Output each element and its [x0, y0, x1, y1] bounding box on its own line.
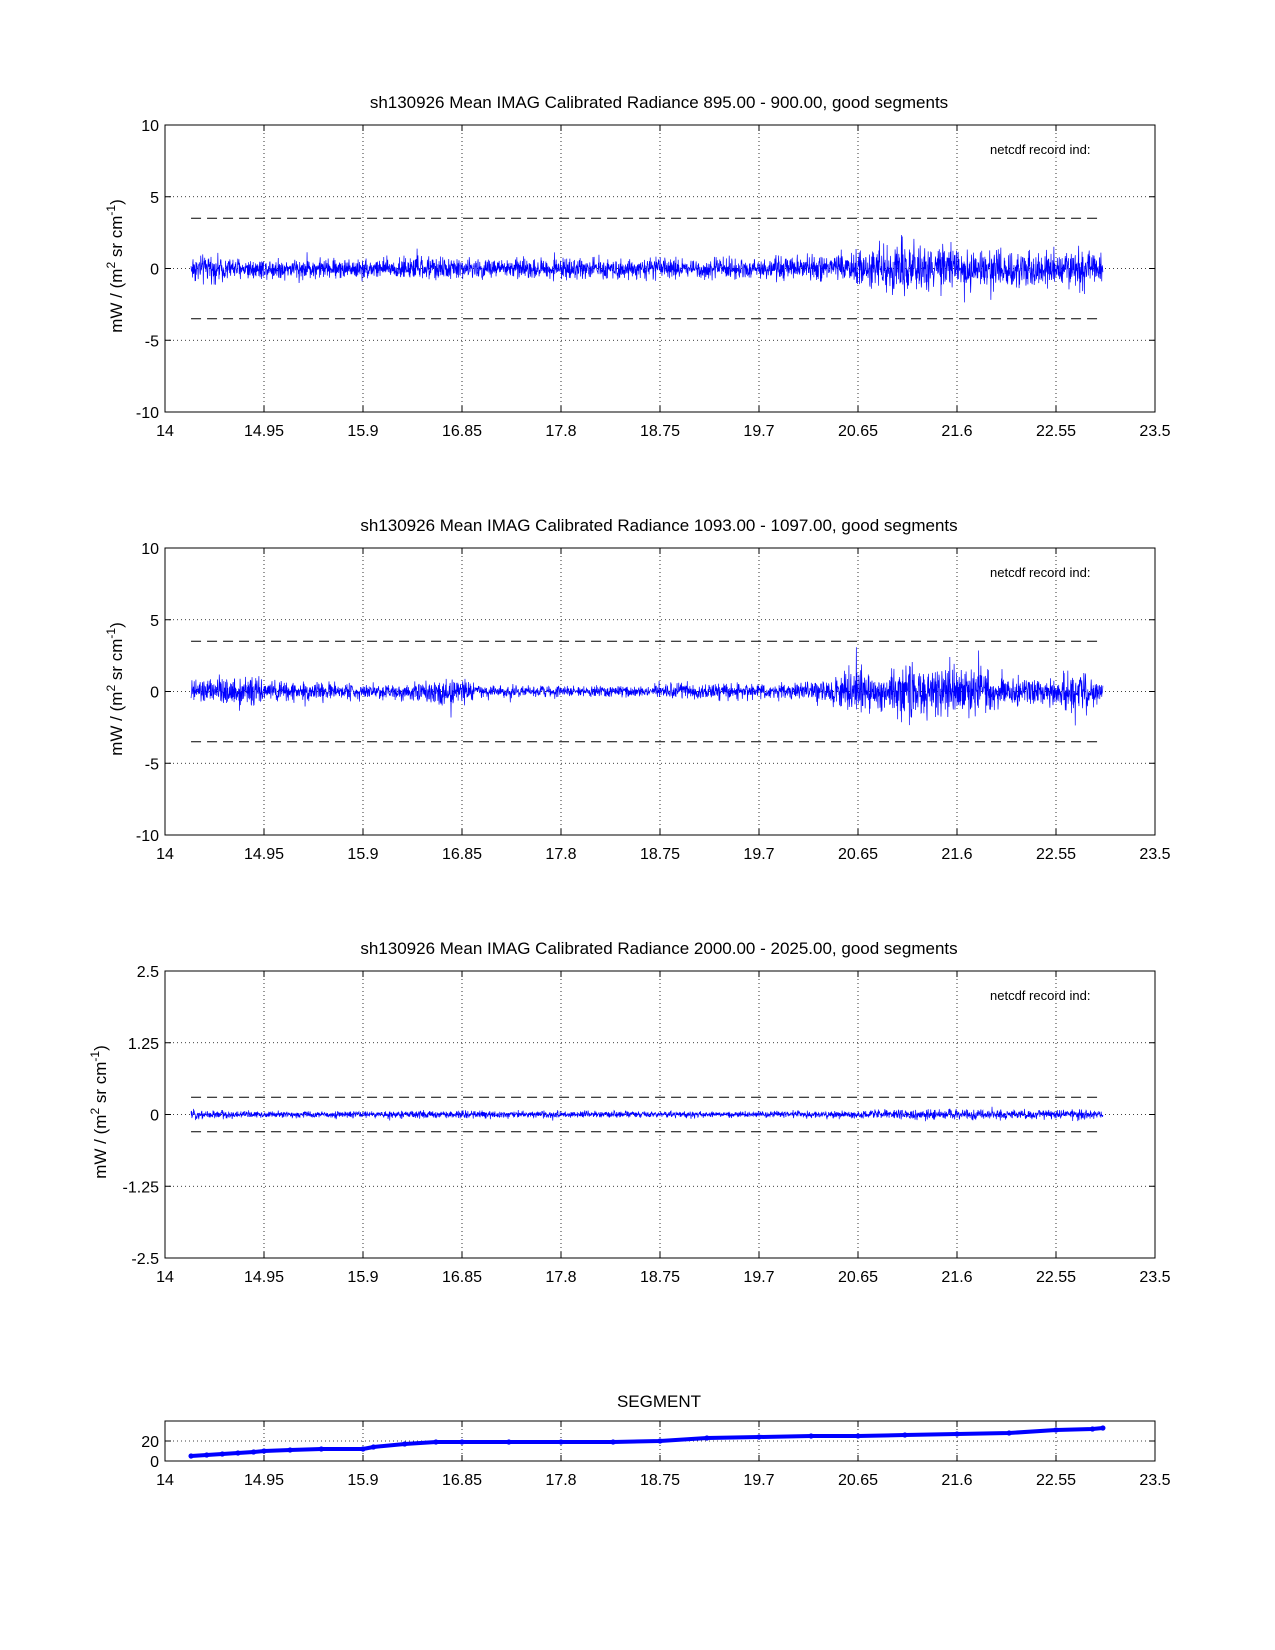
- segment-point: [756, 1434, 761, 1439]
- segment-point: [319, 1446, 324, 1451]
- segment-point: [611, 1439, 616, 1444]
- chart-title: sh130926 Mean IMAG Calibrated Radiance 895.00 - 900.00, good segments: [369, 93, 949, 112]
- segment-point: [433, 1439, 438, 1444]
- y-tick-label: 10: [141, 541, 159, 558]
- segment-point: [204, 1452, 209, 1457]
- record-index-label: netcdf record ind:: [990, 565, 1091, 580]
- segment-point: [188, 1453, 193, 1458]
- y-tick-label: 10: [141, 118, 159, 135]
- segment-point: [1007, 1430, 1012, 1435]
- x-tick-label: 15.9: [347, 423, 379, 440]
- x-tick-label: 23.5: [1139, 1269, 1171, 1286]
- segment-point: [287, 1447, 292, 1452]
- chart-title: sh130926 Mean IMAG Calibrated Radiance 2000.00 - 2025.00, good segments: [360, 939, 958, 958]
- x-tick-label: 14: [156, 846, 174, 863]
- x-tick-label: 17.8: [545, 1472, 577, 1489]
- y-tick-label: 0: [150, 261, 159, 279]
- y-axis-label: mW / ($m^2$ sr $cm^{-1}$): [88, 1045, 110, 1179]
- segment-point: [402, 1441, 407, 1446]
- x-tick-label: 22.55: [1035, 1269, 1077, 1286]
- radiance-chart-2000: [88, 939, 1171, 1286]
- x-tick-label: 17.8: [545, 1269, 577, 1286]
- y-tick-label: -1.25: [122, 1179, 159, 1197]
- y-tick-label: -2.5: [131, 1251, 159, 1268]
- x-tick-label: 20.65: [837, 423, 879, 440]
- series-line: [191, 647, 1103, 725]
- x-tick-label: 20.65: [837, 846, 879, 863]
- x-tick-label: 22.55: [1035, 423, 1077, 440]
- segment-point: [360, 1446, 365, 1451]
- x-tick-label: 18.75: [639, 846, 681, 863]
- segment-point: [459, 1439, 464, 1444]
- x-tick-label: 14: [156, 1269, 174, 1286]
- y-axis-label: mW / ($m^2$ sr $cm^{-1}$): [104, 622, 126, 756]
- x-tick-label: 16.85: [441, 1269, 483, 1286]
- x-tick-label: 19.7: [743, 1269, 775, 1286]
- y-tick-label: -5: [144, 333, 159, 351]
- segment-point: [809, 1433, 814, 1438]
- y-tick-label: -10: [135, 828, 159, 845]
- segment-point: [235, 1450, 240, 1455]
- chart-title: sh130926 Mean IMAG Calibrated Radiance 1093.00 - 1097.00, good segments: [360, 516, 958, 535]
- x-tick-label: 18.75: [639, 423, 681, 440]
- x-tick-label: 16.85: [441, 423, 483, 440]
- x-tick-label: 15.9: [347, 1269, 379, 1286]
- x-tick-label: 17.8: [545, 846, 577, 863]
- x-tick-label: 17.8: [545, 423, 577, 440]
- x-tick-label: 22.55: [1035, 846, 1077, 863]
- segment-point: [220, 1451, 225, 1456]
- x-tick-label: 21.6: [941, 1472, 973, 1489]
- x-tick-label: 20.65: [837, 1472, 879, 1489]
- segment-point: [558, 1439, 563, 1444]
- y-tick-label: 5: [150, 612, 159, 630]
- x-tick-label: 18.75: [639, 1472, 681, 1489]
- segment-point: [1090, 1426, 1095, 1431]
- x-tick-label: 22.55: [1035, 1472, 1077, 1489]
- x-tick-label: 15.9: [347, 1472, 379, 1489]
- series-line: [191, 235, 1103, 302]
- y-tick-label: 0: [150, 1107, 159, 1125]
- x-tick-label: 23.5: [1139, 423, 1171, 440]
- y-tick-label: 20: [141, 1434, 159, 1451]
- x-tick-label: 21.6: [941, 846, 973, 863]
- y-axis-label: mW / ($m^2$ sr $cm^{-1}$): [104, 199, 126, 333]
- segment-trace: [191, 1428, 1103, 1456]
- x-tick-label: 14: [156, 423, 174, 440]
- series-line: [191, 1107, 1103, 1122]
- x-tick-label: 14.95: [243, 846, 285, 863]
- x-tick-label: 14.95: [243, 1472, 285, 1489]
- x-tick-label: 19.7: [743, 846, 775, 863]
- segment-point: [506, 1439, 511, 1444]
- x-tick-label: 23.5: [1139, 846, 1171, 863]
- x-tick-label: 19.7: [743, 423, 775, 440]
- record-index-label: netcdf record ind:: [990, 142, 1091, 157]
- x-tick-label: 23.5: [1139, 1472, 1171, 1489]
- chart-title: SEGMENT: [616, 1392, 702, 1411]
- y-tick-label: 0: [150, 684, 159, 702]
- x-tick-label: 20.65: [837, 1269, 879, 1286]
- x-tick-label: 14.95: [243, 1269, 285, 1286]
- y-tick-label: 5: [150, 189, 159, 207]
- x-tick-label: 16.85: [441, 846, 483, 863]
- segment-point: [371, 1444, 376, 1449]
- y-tick-label: -10: [135, 405, 159, 422]
- y-tick-label: 0: [150, 1454, 159, 1471]
- segment-point: [704, 1435, 709, 1440]
- x-tick-label: 15.9: [347, 846, 379, 863]
- radiance-chart-1093: [104, 516, 1171, 863]
- x-tick-label: 19.7: [743, 1472, 775, 1489]
- y-tick-label: 2.5: [136, 964, 159, 981]
- x-tick-label: 14.95: [243, 423, 285, 440]
- x-tick-label: 14: [156, 1472, 174, 1489]
- x-tick-label: 18.75: [639, 1269, 681, 1286]
- segment-point: [261, 1448, 266, 1453]
- segment-point: [251, 1449, 256, 1454]
- y-tick-label: -5: [144, 756, 159, 774]
- x-tick-label: 16.85: [441, 1472, 483, 1489]
- segment-chart: [141, 1392, 1170, 1489]
- segment-point: [855, 1433, 860, 1438]
- segment-point: [657, 1438, 662, 1443]
- segment-point: [1053, 1427, 1058, 1432]
- x-tick-label: 21.6: [941, 1269, 973, 1286]
- segment-point: [954, 1431, 959, 1436]
- record-index-label: netcdf record ind:: [990, 988, 1091, 1003]
- segment-point: [902, 1432, 907, 1437]
- segment-point: [1100, 1425, 1105, 1430]
- radiance-chart-895: [104, 93, 1171, 440]
- y-tick-label: 1.25: [127, 1035, 159, 1053]
- x-tick-label: 21.6: [941, 423, 973, 440]
